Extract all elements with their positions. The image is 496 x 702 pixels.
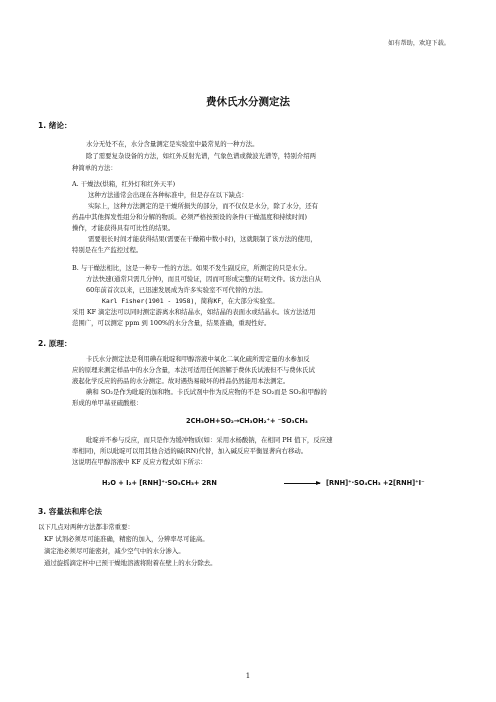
paragraph: 操作，才能获得具有可比性的结果。 xyxy=(72,224,175,232)
paragraph: 形成的单甲基亚硫酸根： xyxy=(72,399,143,407)
paragraph: 方法快速(通常只需几分钟)，而且可验证，因而可形成完整的证明文件。该方法自从 xyxy=(86,275,322,283)
paragraph: 范围广，可以测定 ppm 到 100%的水分含量，结果准确，重现性好。 xyxy=(72,319,271,327)
paragraph: 液起化学反应的药品的水分测定。故对遇热易破坏的样品仍然能用本法测定。 xyxy=(72,377,290,385)
paragraph: 特别是在生产监控过程。 xyxy=(72,246,143,254)
paragraph: 吡啶并不参与反应，而只是作为缓冲物质(如：采用水杨酸钠，在相同 PH 值下，反应速 xyxy=(86,436,333,444)
paragraph: 通过旋摇滴定杯中已预干燥地溶液将附着在壁上的水分除去。 xyxy=(44,559,217,567)
paragraph: KF 试剂必须尽可能准确，精密的加入，分辨率尽可能高。 xyxy=(44,535,209,543)
paragraph: Karl Fisher(1901 - 1958)，简称KF，在大部分实验室。 xyxy=(102,297,279,305)
paragraph: 60年前首次以来，已迅速发展成为许多实验室不可代替的方法。 xyxy=(86,286,267,294)
paragraph: 水分无处不在，水分含量测定是实验室中最常见的一种方法。 xyxy=(86,140,259,148)
paragraph: 除了需要复杂设备的方法，如红外反射光谱，气象色谱或微波光谱等，特别介绍两 xyxy=(86,152,317,160)
paragraph: 药品中其他挥发性组分和分解的物质。必须严格按预设的条件(干燥温度和持续时间) xyxy=(72,213,308,221)
equation-2-left: H₂O + I₂+ [RNH]⁺·SO₃CH₃+ 2RN xyxy=(102,479,217,487)
reaction-arrow xyxy=(284,483,320,484)
equation-2-right: [RNH]⁺·SO₄CH₃ +2[RNH]⁺I⁻ xyxy=(326,479,425,487)
paragraph: 碘和 SO₂是作为吡啶的加和物。卡氏试剂中作为反应物的不是 SO₂而是 SO₂和甲醇的 xyxy=(86,388,327,396)
paragraph: 率相同)，所以吡啶可以用其他合适的碱(RN)代替，加入碱反应平衡显著向右移动。 xyxy=(72,447,308,455)
paragraph: 滴定池必须尽可能密封，减少空气中的水分渗入。 xyxy=(44,547,185,555)
page-number: 1 xyxy=(245,672,251,680)
paragraph: 卡氏水分测定法是利用碘在吡啶和甲醇溶液中氧化二氧化硫所需定量的水参加反 xyxy=(86,355,310,363)
paragraph: 种简单的方法： xyxy=(72,164,117,172)
paragraph: 实际上，这种方法测定的是干燥所损失的部分，而不仅仅是水分，除了水分，还有 xyxy=(88,202,319,210)
header-note: 如有帮助，欢迎下载。 xyxy=(388,40,450,47)
item-a-title: A. 干燥法(烘箱，红外灯和红外天平) xyxy=(72,180,176,188)
section-2-heading: 2. 原理： xyxy=(38,339,72,348)
equation-1: 2CH₃OH+SO₂→CH₃OH₂⁺+ ⁻SO₃CH₃ xyxy=(186,417,308,425)
paragraph: 以下几点对两种方法都非常重要： xyxy=(38,523,134,531)
paragraph: 采用 KF 滴定法可以同时测定游离水和结晶水，如结晶的表面水或结晶水。该方法适用 xyxy=(72,308,316,316)
item-b-title: B. 与干燥法相比，这是一种专一性的方法。如果不发生副反应，所测定的只是水分。 xyxy=(72,264,311,272)
paragraph: 应的原理来测定样品中的水分含量，本法可适用任何溶解于费休氏试液但不与费休氏试 xyxy=(72,366,315,374)
section-3-heading: 3. 容量法和库仑法 xyxy=(38,507,102,516)
paragraph: 这种方法通常会出现在各种标准中，但是存在以下缺点： xyxy=(88,191,248,199)
section-1-heading: 1. 绪论： xyxy=(38,121,72,130)
paragraph: 这说明在甲醇溶液中 KF 反应方程式如下所示： xyxy=(72,458,207,466)
paragraph: 需要很长时间才能获得结果(需要在干燥箱中数小时)，这就限制了该方法的使用， xyxy=(88,235,317,243)
document-title: 费休氏水分测定法 xyxy=(206,96,290,108)
